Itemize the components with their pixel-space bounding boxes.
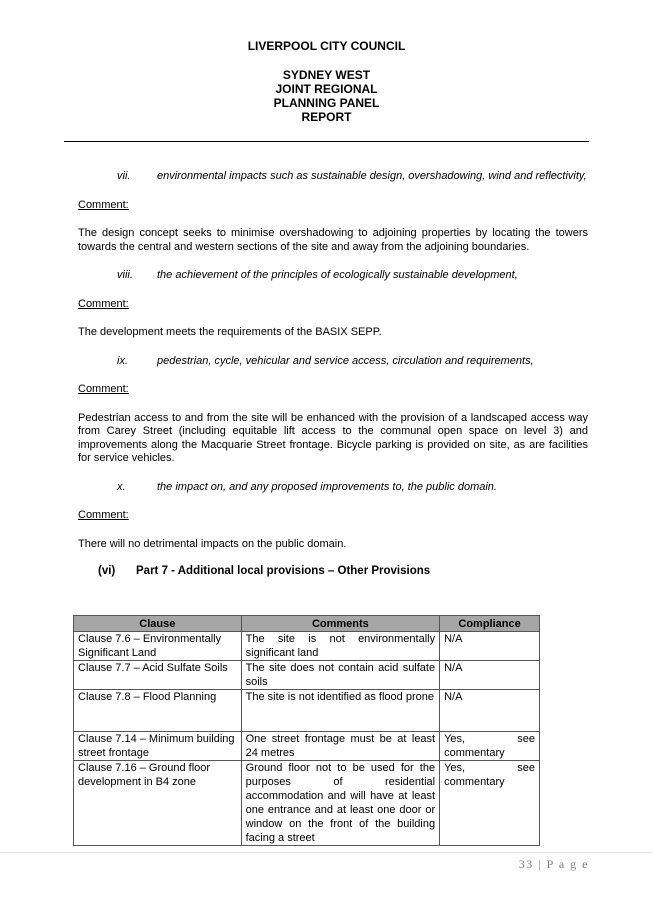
item-text: environmental impacts such as sustainable design, overshadowing, wind and reflectivity, — [157, 170, 587, 182]
table-row — [74, 761, 540, 846]
clause-cell: Clause 7.6 – Environmentally Significant Land — [74, 632, 242, 661]
header-divider — [64, 141, 589, 142]
comment-label: Comment: — [78, 383, 129, 395]
report-body — [78, 170, 588, 579]
comment-text: Pedestrian access to and from the site will be enhanced with the provision of a landscaped access way from Carey Street (including equitable lift access to the communal open space on level 3) and improvements along the Macquarie Street frontage. Bicycle parking is provided on site, as are facilities for service vehicles. — [78, 411, 588, 464]
footer-divider — [0, 852, 653, 853]
comments-cell: One street frontage must be at least 24 metres — [241, 732, 439, 761]
section-title: Part 7 - Additional local provisions – Other Provisions — [136, 565, 431, 577]
comments-cell: The site is not environmentally significant land — [241, 632, 439, 661]
item-text: the achievement of the principles of ecologically sustainable development, — [157, 269, 518, 281]
compliance-cell: Yes, see commentary — [440, 761, 540, 846]
clause-cell: Clause 7.14 – Minimum building street frontage — [74, 732, 242, 761]
compliance-cell: N/A — [440, 632, 540, 661]
header-line: JOINT REGIONAL — [275, 82, 378, 96]
item-text: pedestrian, cycle, vehicular and service access, circulation and requirements, — [157, 354, 534, 367]
page-footer — [519, 857, 589, 872]
column-header: Compliance — [440, 616, 540, 632]
comment-label: Comment: — [78, 509, 129, 521]
criteria-item — [117, 269, 588, 283]
section-heading — [98, 565, 588, 579]
table-header-row — [74, 616, 540, 632]
criteria-item — [117, 355, 588, 369]
clause-cell: Clause 7.16 – Ground floor development in B4 zone — [74, 761, 242, 846]
comment-text: The development meets the requirements of the BASIX SEPP. — [78, 326, 382, 338]
provisions-table — [73, 615, 540, 846]
comments-cell: The site does not contain acid sulfate soils — [241, 661, 439, 690]
header-line: PLANNING PANEL — [273, 96, 380, 110]
comment-text: The design concept seeks to minimise overshadowing to adjoining properties by locating the towers towards the central and western sections of the site and away from the adjoining boundaries. — [78, 227, 588, 253]
table-row — [74, 690, 540, 732]
comments-cell: Ground floor not to be used for the purposes of residential accommodation and will have at least one entrance and at least one door or window on the front of the building facing a street — [241, 761, 439, 846]
section-number: (vi) — [98, 565, 116, 577]
item-number: x. — [117, 480, 126, 493]
item-number: ix. — [117, 354, 128, 367]
item-number: vii. — [117, 170, 131, 182]
criteria-item — [117, 170, 588, 184]
page-number: 33 — [518, 857, 534, 871]
table-row — [74, 661, 540, 690]
header-line: REPORT — [301, 110, 352, 124]
page-label: | P a g e — [538, 857, 589, 871]
clause-cell: Clause 7.8 – Flood Planning — [74, 690, 242, 732]
comment-label: Comment: — [78, 297, 129, 310]
comment-text: There will no detrimental impacts on the public domain. — [78, 537, 347, 550]
item-text: the impact on, and any proposed improvements to, the public domain. — [157, 480, 497, 493]
comment-label: Comment: — [78, 198, 129, 211]
compliance-cell: N/A — [440, 661, 540, 690]
page-header — [0, 39, 653, 124]
item-number: viii. — [117, 269, 133, 281]
column-header: Comments — [241, 616, 439, 632]
compliance-cell: Yes, see commentary — [440, 732, 540, 761]
column-header: Clause — [74, 616, 242, 632]
compliance-cell: N/A — [440, 690, 540, 732]
table-row — [74, 732, 540, 761]
header-line: SYDNEY WEST — [282, 68, 371, 82]
criteria-item — [117, 481, 588, 495]
comments-cell: The site is not identified as flood prone — [241, 690, 439, 732]
council-name: LIVERPOOL CITY COUNCIL — [247, 39, 406, 53]
clause-cell: Clause 7.7 – Acid Sulfate Soils — [74, 661, 242, 690]
table-row — [74, 632, 540, 661]
